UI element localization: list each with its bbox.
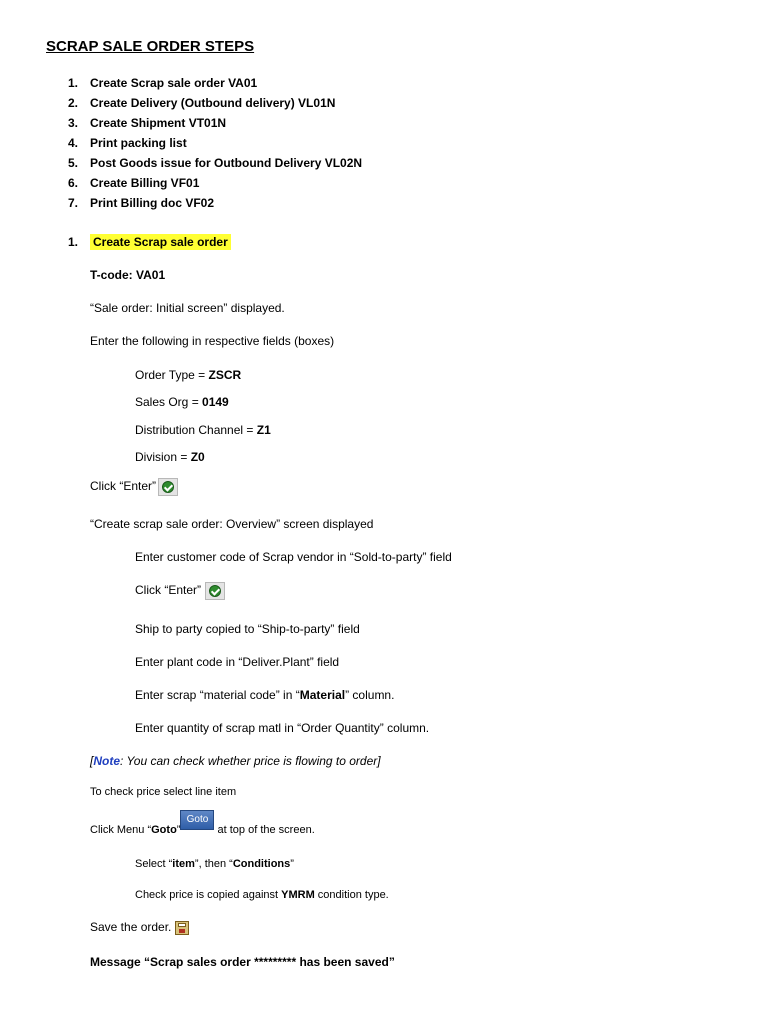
click-enter-line-1: Click “Enter”	[90, 478, 178, 496]
menu-goto-line: Click Menu “Goto”Goto at top of the screen.	[90, 810, 315, 836]
step-6: 6. Create Billing VF01	[68, 176, 200, 190]
tcode: T-code: VA01	[90, 268, 166, 282]
division-line: Division = Z0	[135, 450, 205, 464]
enter-check-icon	[205, 582, 225, 600]
quantity-text: Enter quantity of scrap matl in “Order Quantity” column.	[135, 721, 430, 735]
save-icon	[175, 921, 189, 935]
enter-customer-text: Enter customer code of Scrap vendor in “Sold-to-party” field	[135, 550, 452, 564]
page-title: SCRAP SALE ORDER STEPS	[46, 38, 255, 55]
click-enter-line-2: Click “Enter”	[135, 582, 225, 600]
enter-fields-text: Enter the following in respective fields (boxes)	[90, 334, 335, 348]
step-4: 4. Print packing list	[68, 136, 187, 150]
initial-screen-text: “Sale order: Initial screen” displayed.	[90, 301, 285, 315]
goto-menu-button[interactable]: Goto	[180, 810, 214, 830]
sales-org-line: Sales Org = 0149	[135, 395, 229, 409]
step-1: 1. Create Scrap sale order VA01	[68, 76, 258, 90]
highlighted-heading: Create Scrap sale order	[90, 234, 231, 250]
order-type-line: Order Type = ZSCR	[135, 368, 242, 382]
enter-check-icon	[158, 478, 178, 496]
step-2: 2. Create Delivery (Outbound delivery) VL01N	[68, 96, 336, 110]
plant-code-text: Enter plant code in “Deliver.Plant” field	[135, 655, 340, 669]
ship-to-text: Ship to party copied to “Ship-to-party” field	[135, 622, 360, 636]
check-price-ymrm-text: Check price is copied against YMRM condition type.	[135, 889, 389, 901]
step-5: 5. Post Goods issue for Outbound Delivery VL02N	[68, 156, 363, 170]
step-7: 7. Print Billing doc VF02	[68, 196, 215, 210]
saved-message: Message “Scrap sales order ********* has been saved”	[90, 955, 395, 969]
save-order-line: Save the order.	[90, 920, 189, 935]
select-item-text: Select “item”, then “Conditions”	[135, 858, 294, 870]
step-3: 3. Create Shipment VT01N	[68, 116, 227, 130]
overview-screen-text: “Create scrap sale order: Overview” screen displayed	[90, 517, 374, 531]
section-1-heading: 1. Create Scrap sale order	[68, 235, 231, 249]
material-text: Enter scrap “material code” in “Material” column.	[135, 688, 395, 702]
dist-channel-line: Distribution Channel = Z1	[135, 423, 271, 437]
note-text: [Note: You can check whether price is flowing to order]	[90, 754, 381, 768]
check-price-text: To check price select line item	[90, 786, 237, 798]
